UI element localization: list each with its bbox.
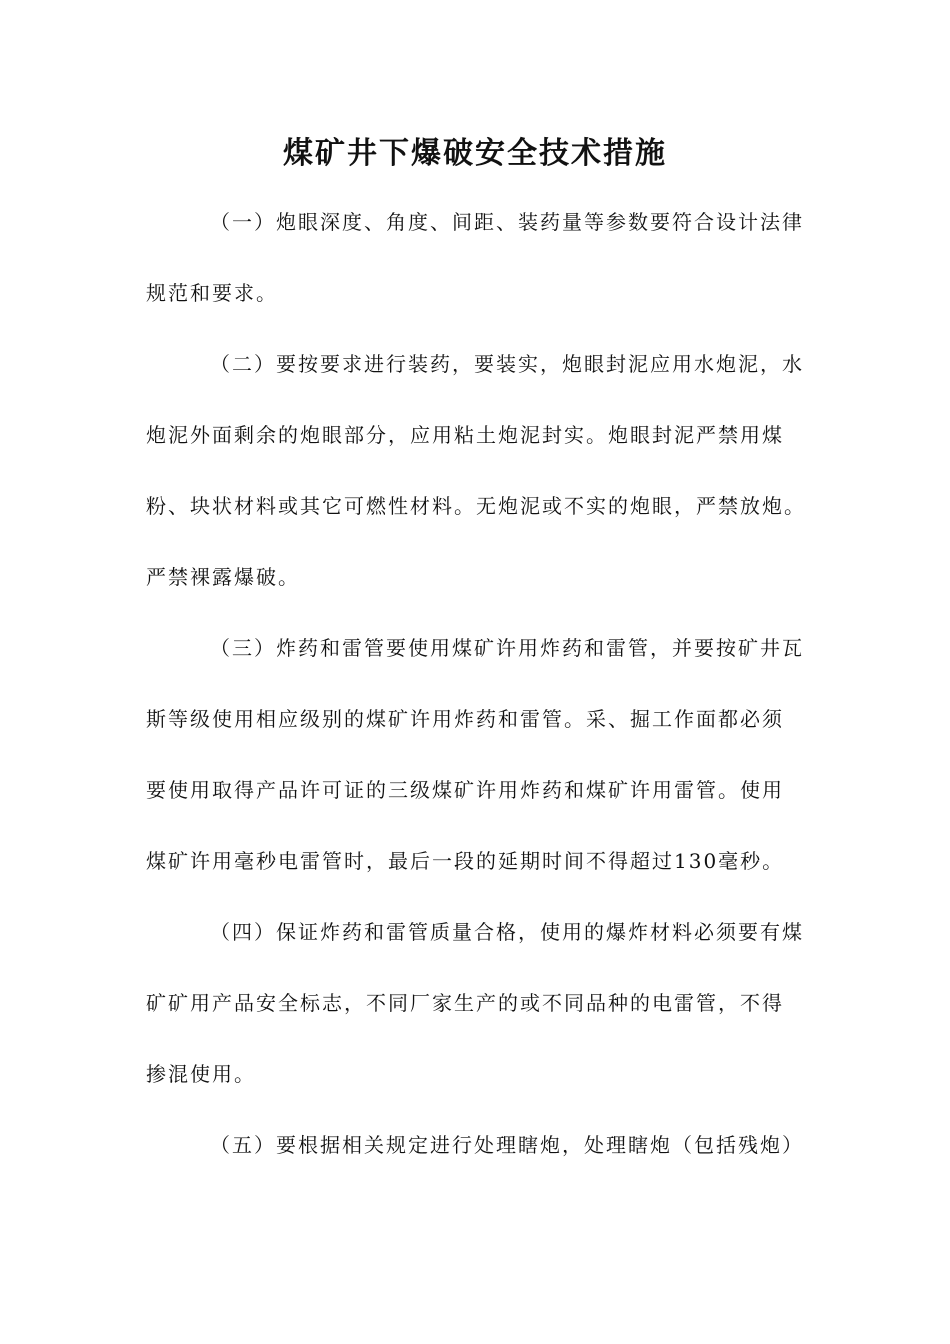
paragraph-line: （四）保证炸药和雷管质量合格，使用的爆炸材料必须要有煤 [210, 920, 804, 944]
paragraph-line: （五）要根据相关规定进行处理瞎炮，处理瞎炮（包括残炮） [210, 1133, 804, 1157]
document-title: 煤矿井下爆破安全技术措施 [283, 136, 667, 171]
paragraph-line: 要使用取得产品许可证的三级煤矿许用炸药和煤矿许用雷管。使用 [146, 778, 784, 802]
paragraph-1 [146, 187, 826, 329]
paragraph-3 [146, 613, 826, 897]
paragraph-line: 规范和要求。 [146, 281, 278, 305]
paragraph-line: 斯等级使用相应级别的煤矿许用炸药和雷管。采、掘工作面都必须 [146, 707, 784, 731]
paragraph-line: 炮泥外面剩余的炮眼部分，应用粘土炮泥封实。炮眼封泥严禁用煤 [146, 423, 784, 447]
paragraph-5 [146, 1110, 826, 1181]
paragraph-line: 掺混使用。 [146, 1062, 256, 1086]
paragraph-line: （二）要按要求进行装药，要装实，炮眼封泥应用水炮泥，水 [210, 352, 804, 376]
paragraph-line: （三）炸药和雷管要使用煤矿许用炸药和雷管，并要按矿井瓦 [210, 636, 804, 660]
paragraph-line: 煤矿许用毫秒电雷管时，最后一段的延期时间不得超过130毫秒。 [146, 849, 785, 873]
paragraph-line: 严禁裸露爆破。 [146, 565, 300, 589]
paragraph-2 [146, 329, 826, 613]
paragraph-line: 矿矿用产品安全标志，不同厂家生产的或不同品种的电雷管，不得 [146, 991, 784, 1015]
paragraph-line: （一）炮眼深度、角度、间距、装药量等参数要符合设计法律 [210, 210, 804, 234]
paragraph-line: 粉、块状材料或其它可燃性材料。无炮泥或不实的炮眼，严禁放炮。 [146, 494, 806, 518]
document-body [146, 187, 826, 1181]
paragraph-4 [146, 897, 826, 1110]
